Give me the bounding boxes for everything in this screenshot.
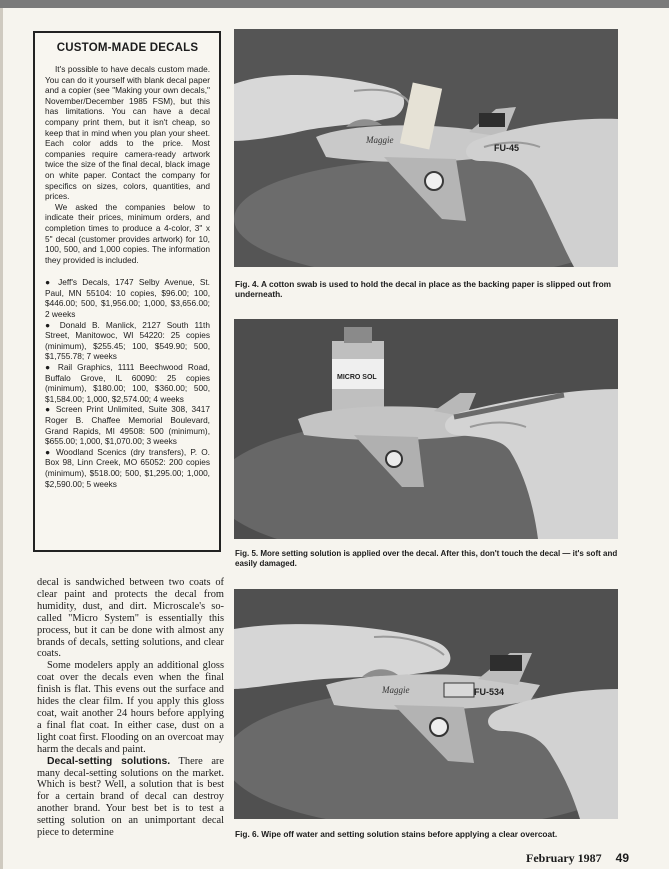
page-edge [0, 8, 3, 869]
sidebar-paragraph: It's possible to have decals custom made. You can do it yourself with blank decal paper and a copier (see "Making your own decals," November/December 1985 FSM), but this has limitations. You can have a decal company print them, but it isn't cheap, so keep that in mind when you plan your sheet. Each color adds to the price. Most companies require camera-ready artwork twice the size of the final decal, black image on white paper. Contact the company for specifics on sizes, colors, quantities, and prices. [45, 64, 210, 202]
figure-5-caption: Fig. 5. More setting solution is applied over the decal. After this, don't touch the decal — it's soft and easily damaged. [235, 549, 618, 569]
nose-art-label: Maggie [382, 685, 410, 695]
figure-4-photo [234, 29, 618, 267]
figure-6-caption: Fig. 6. Wipe off water and setting solution stains before applying a clear overcoat. [235, 829, 558, 839]
vendor-item: ● Rail Graphics, 1111 Beechwood Road, Buffalo Grove, IL 60090: 25 copies (minimum), $180.00; 100, $360.00; 500, $1,584.00; 1,000, $2,574.00; 4 weeks [45, 362, 210, 404]
tail-code-label: FU-45 [494, 143, 520, 153]
figure-6-photo [234, 589, 618, 819]
nose-art-label: Maggie [366, 135, 394, 145]
bottle-label: MICRO SOL [337, 374, 377, 381]
article-paragraph: decal is sandwiched between two coats of clear paint and protects the decal from humidity, dust, and dirt. Microscale's so-called "Micro System" is essentially this process, but it can be done with almost any brands of decals, setting solutions, and clear coats. [37, 577, 224, 660]
sidebar-title: CUSTOM-MADE DECALS [56, 42, 199, 54]
figure-5-photo [234, 319, 618, 539]
tail-code-label: FU-534 [474, 687, 505, 697]
vendor-list [45, 277, 210, 489]
article-paragraph: Decal-setting solutions. There are many decal-setting solutions on the market. Which is best? Well, a solution that is best for a certain brand of decal can destroy another brand. Your best bet is to test a setting solution on an unimportant decal piece to determine [37, 755, 224, 839]
vendor-item: ● Screen Print Unlimited, Suite 308, 3417 Roger B. Chaffee Memorial Boulevard, Grand Rapids, MI 49508: 500 (minimum), $655.00; 1,000, $1,070.00; 3 weeks [45, 404, 210, 447]
vendor-item: ● Jeff's Decals, 1747 Selby Avenue, St. Paul, MN 55104: 10 copies, $96.00; 100, $446.00; 500, $1,956.00; 1,000, $3,656.00; 2 weeks [45, 277, 210, 320]
vendor-item: ● Donald B. Manlick, 2127 South 11th Street, Manitowoc, WI 54220: 25 copies (minimum), $255.45; 100, $549.90; 500, $1,755.78; 7 weeks [45, 319, 210, 362]
page-number: 49 [615, 851, 629, 865]
article-body [37, 577, 224, 839]
vendor-item: ● Woodland Scenics (dry transfers), P. O. Box 98, Linn Creek, MO 65052: 200 copies (minimum), $518.00; 500, $1,295.00; 1,000, $2,590.00; 5 weeks [45, 446, 210, 489]
article-paragraph: Some modelers apply an additional gloss coat over the decals even when the final finish is flat. This evens out the surface and hides the clear film. If you apply this gloss coat, wait another 24 hours before applying a final flat coat. In either case, dust on a light coat first. Flooding on an overcoat may harm the decals and paint. [37, 660, 224, 755]
custom-decals-sidebar [33, 31, 221, 552]
viewer-top-bar [0, 0, 669, 8]
figure-4-caption: Fig. 4. A cotton swab is used to hold the decal in place as the backing paper is slipped out from underneath. [235, 279, 612, 300]
section-subhead: Decal-setting solutions. [47, 755, 171, 767]
page-footer [526, 851, 629, 866]
sidebar-paragraph: We asked the companies below to indicate their prices, minimum orders, and completion times to produce a 4-color, 3" x 5" decal (customer provides artwork) for 10, 100, 500, and 1,000 copies. The information they provided is included. [45, 201, 210, 265]
issue-date: February 1987 [525, 851, 602, 865]
